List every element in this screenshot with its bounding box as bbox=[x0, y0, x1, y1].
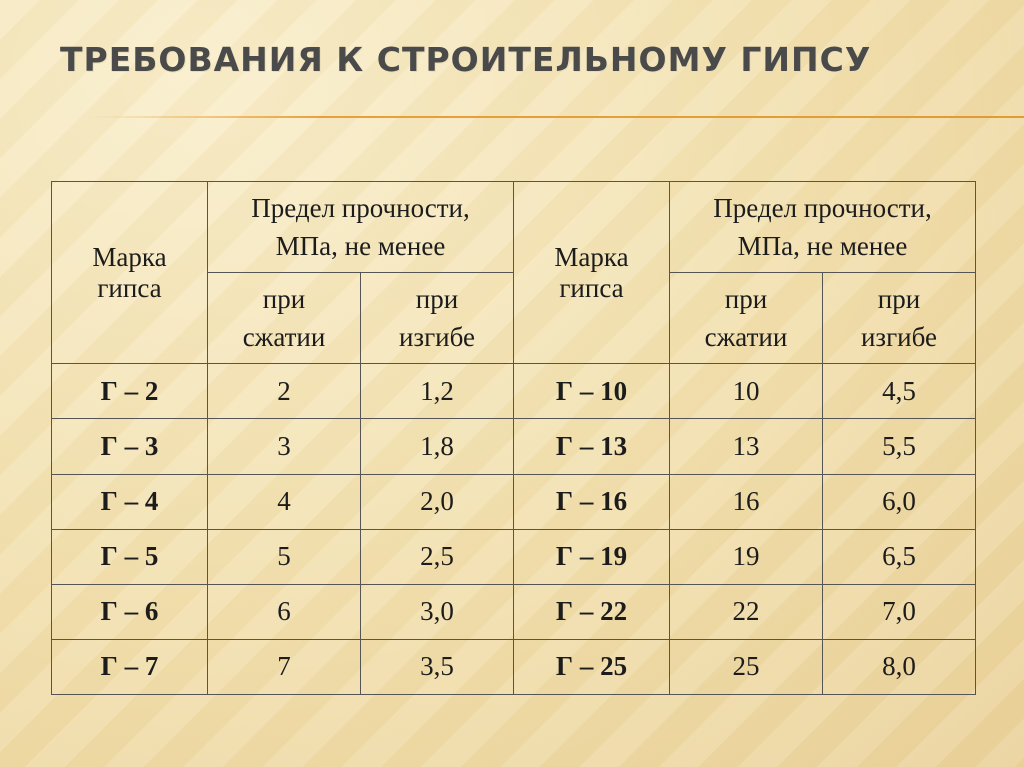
compression-cell: 22 bbox=[670, 584, 823, 639]
header-grade-left bbox=[52, 182, 208, 364]
header-grade-line1: Марка bbox=[554, 241, 629, 272]
grade-cell: Г – 5 bbox=[52, 529, 208, 584]
bending-cell: 5,5 bbox=[822, 419, 975, 474]
table-row bbox=[52, 529, 976, 584]
subheader-compression-line2: сжатии bbox=[704, 322, 788, 353]
grade-cell: Г – 2 bbox=[52, 364, 208, 419]
grade-cell: Г – 10 bbox=[513, 364, 669, 419]
header-grade-line2: гипса bbox=[97, 272, 162, 303]
table-row bbox=[52, 584, 976, 639]
compression-cell: 10 bbox=[670, 364, 823, 419]
compression-cell: 2 bbox=[208, 364, 361, 419]
compression-cell: 25 bbox=[670, 639, 823, 694]
gypsum-requirements-table bbox=[51, 181, 976, 695]
grade-cell: Г – 13 bbox=[513, 419, 669, 474]
compression-cell: 5 bbox=[208, 529, 361, 584]
header-grade-right bbox=[513, 182, 669, 364]
compression-cell: 19 bbox=[670, 529, 823, 584]
table-row bbox=[52, 474, 976, 529]
compression-cell: 6 bbox=[208, 584, 361, 639]
header-grade-line1: Марка bbox=[92, 241, 167, 272]
subheader-bending-line1: при bbox=[877, 284, 921, 315]
compression-cell: 3 bbox=[208, 419, 361, 474]
subheader-compression-line1: при bbox=[724, 284, 768, 315]
grade-cell: Г – 4 bbox=[52, 474, 208, 529]
header-strength-left bbox=[208, 182, 514, 273]
title-underline bbox=[88, 116, 1024, 118]
subheader-bending-line1: при bbox=[415, 284, 459, 315]
slide-title: ТРЕБОВАНИЯ К СТРОИТЕЛЬНОМУ ГИПСУ bbox=[60, 40, 872, 79]
bending-cell: 1,8 bbox=[361, 419, 514, 474]
compression-cell: 4 bbox=[208, 474, 361, 529]
table-row bbox=[52, 364, 976, 419]
bending-cell: 7,0 bbox=[822, 584, 975, 639]
subheader-bending-right bbox=[822, 273, 975, 364]
subheader-compression-left bbox=[208, 273, 361, 364]
grade-cell: Г – 22 bbox=[513, 584, 669, 639]
bending-cell: 6,5 bbox=[822, 529, 975, 584]
compression-cell: 7 bbox=[208, 639, 361, 694]
bending-cell: 4,5 bbox=[822, 364, 975, 419]
grade-cell: Г – 6 bbox=[52, 584, 208, 639]
header-strength-line1: Предел прочности, bbox=[713, 193, 932, 224]
bending-cell: 3,0 bbox=[361, 584, 514, 639]
grade-cell: Г – 19 bbox=[513, 529, 669, 584]
header-strength-right bbox=[670, 182, 976, 273]
subheader-bending-line2: изгибе bbox=[398, 322, 475, 353]
subheader-bending-line2: изгибе bbox=[860, 322, 937, 353]
subheader-compression-line1: при bbox=[262, 284, 306, 315]
header-strength-line1: Предел прочности, bbox=[251, 193, 470, 224]
bending-cell: 2,0 bbox=[361, 474, 514, 529]
subheader-bending-left bbox=[361, 273, 514, 364]
subheader-compression-line2: сжатии bbox=[242, 322, 326, 353]
grade-cell: Г – 7 bbox=[52, 639, 208, 694]
header-grade-line2: гипса bbox=[559, 272, 624, 303]
bending-cell: 1,2 bbox=[361, 364, 514, 419]
table-row bbox=[52, 639, 976, 694]
bending-cell: 8,0 bbox=[822, 639, 975, 694]
grade-cell: Г – 3 bbox=[52, 419, 208, 474]
bending-cell: 2,5 bbox=[361, 529, 514, 584]
header-strength-line2: МПа, не менее bbox=[275, 231, 446, 262]
subheader-compression-right bbox=[670, 273, 823, 364]
grade-cell: Г – 25 bbox=[513, 639, 669, 694]
table-header-row bbox=[52, 182, 976, 273]
bending-cell: 6,0 bbox=[822, 474, 975, 529]
grade-cell: Г – 16 bbox=[513, 474, 669, 529]
bending-cell: 3,5 bbox=[361, 639, 514, 694]
table-row bbox=[52, 419, 976, 474]
compression-cell: 13 bbox=[670, 419, 823, 474]
header-strength-line2: МПа, не менее bbox=[737, 231, 908, 262]
compression-cell: 16 bbox=[670, 474, 823, 529]
